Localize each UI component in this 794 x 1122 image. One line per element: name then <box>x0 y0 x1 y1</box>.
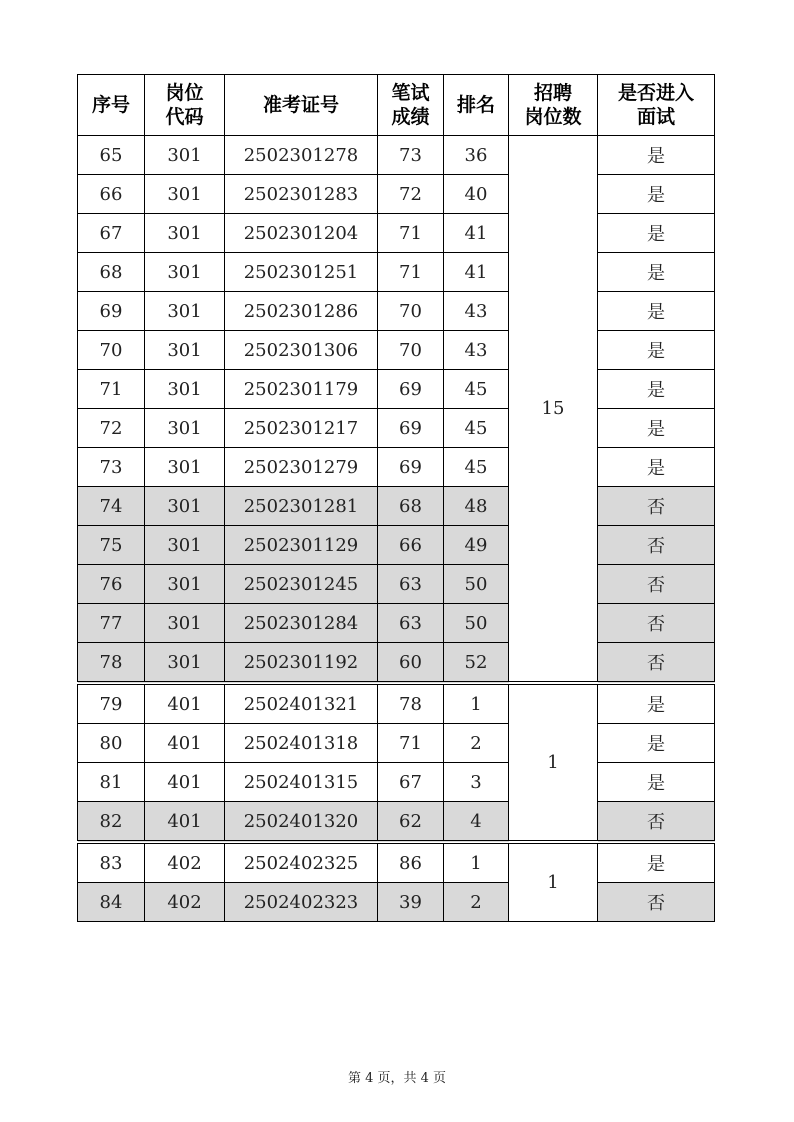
table-row <box>78 526 715 565</box>
header-ticket-no: 准考证号 <box>225 75 378 136</box>
post-code-cell: 402 <box>145 883 225 922</box>
ticket-no-cell: 2502301217 <box>225 409 378 448</box>
table-body <box>78 136 715 922</box>
interview-cell: 是 <box>598 331 715 370</box>
interview-cell: 是 <box>598 842 715 883</box>
rank-cell: 36 <box>444 136 509 175</box>
interview-cell: 是 <box>598 292 715 331</box>
ticket-no-cell: 2502301192 <box>225 643 378 684</box>
seq-cell: 77 <box>78 604 145 643</box>
seq-cell: 78 <box>78 643 145 684</box>
rank-cell: 4 <box>444 802 509 843</box>
interview-cell: 是 <box>598 409 715 448</box>
table-row <box>78 292 715 331</box>
ticket-no-cell: 2502301204 <box>225 214 378 253</box>
post-code-cell: 301 <box>145 175 225 214</box>
score-cell: 72 <box>378 175 444 214</box>
table-row <box>78 331 715 370</box>
post-code-cell: 401 <box>145 763 225 802</box>
ticket-no-cell: 2502301279 <box>225 448 378 487</box>
post-code-cell: 301 <box>145 136 225 175</box>
ticket-no-cell: 2502301284 <box>225 604 378 643</box>
score-cell: 73 <box>378 136 444 175</box>
score-cell: 39 <box>378 883 444 922</box>
results-table <box>77 74 715 922</box>
table-row <box>78 604 715 643</box>
seq-cell: 80 <box>78 724 145 763</box>
post-code-cell: 301 <box>145 214 225 253</box>
post-code-cell: 401 <box>145 724 225 763</box>
ticket-no-cell: 2502402325 <box>225 842 378 883</box>
rank-cell: 41 <box>444 214 509 253</box>
rank-cell: 49 <box>444 526 509 565</box>
rank-cell: 2 <box>444 724 509 763</box>
table-row <box>78 253 715 292</box>
interview-cell: 是 <box>598 253 715 292</box>
seq-cell: 72 <box>78 409 145 448</box>
score-cell: 69 <box>378 448 444 487</box>
table-row <box>78 643 715 684</box>
ticket-no-cell: 2502401315 <box>225 763 378 802</box>
score-cell: 68 <box>378 487 444 526</box>
quota-cell: 1 <box>509 842 598 922</box>
score-cell: 69 <box>378 370 444 409</box>
interview-cell: 是 <box>598 175 715 214</box>
score-cell: 86 <box>378 842 444 883</box>
ticket-no-cell: 2502301281 <box>225 487 378 526</box>
score-cell: 70 <box>378 292 444 331</box>
table-row <box>78 409 715 448</box>
rank-cell: 40 <box>444 175 509 214</box>
interview-cell: 是 <box>598 370 715 409</box>
table-row <box>78 448 715 487</box>
ticket-no-cell: 2502401320 <box>225 802 378 843</box>
table-row <box>78 802 715 843</box>
rank-cell: 1 <box>444 683 509 724</box>
ticket-no-cell: 2502401321 <box>225 683 378 724</box>
table-row <box>78 683 715 724</box>
score-cell: 60 <box>378 643 444 684</box>
table-row <box>78 763 715 802</box>
table-row <box>78 842 715 883</box>
seq-cell: 73 <box>78 448 145 487</box>
seq-cell: 81 <box>78 763 145 802</box>
table-row <box>78 883 715 922</box>
header-score: 笔试 成绩 <box>378 75 444 136</box>
rank-cell: 43 <box>444 292 509 331</box>
ticket-no-cell: 2502301129 <box>225 526 378 565</box>
post-code-cell: 401 <box>145 683 225 724</box>
score-cell: 71 <box>378 253 444 292</box>
post-code-cell: 301 <box>145 409 225 448</box>
ticket-no-cell: 2502301286 <box>225 292 378 331</box>
post-code-cell: 402 <box>145 842 225 883</box>
header-seq: 序号 <box>78 75 145 136</box>
ticket-no-cell: 2502301179 <box>225 370 378 409</box>
score-cell: 62 <box>378 802 444 843</box>
rank-cell: 48 <box>444 487 509 526</box>
interview-cell: 是 <box>598 683 715 724</box>
interview-cell: 否 <box>598 802 715 843</box>
table-row <box>78 370 715 409</box>
post-code-cell: 301 <box>145 643 225 684</box>
interview-cell: 是 <box>598 763 715 802</box>
score-cell: 71 <box>378 724 444 763</box>
seq-cell: 74 <box>78 487 145 526</box>
seq-cell: 83 <box>78 842 145 883</box>
seq-cell: 68 <box>78 253 145 292</box>
rank-cell: 41 <box>444 253 509 292</box>
rank-cell: 45 <box>444 409 509 448</box>
table-row <box>78 175 715 214</box>
interview-cell: 否 <box>598 565 715 604</box>
interview-cell: 否 <box>598 487 715 526</box>
table-row <box>78 487 715 526</box>
score-cell: 66 <box>378 526 444 565</box>
score-cell: 71 <box>378 214 444 253</box>
ticket-no-cell: 2502301245 <box>225 565 378 604</box>
rank-cell: 50 <box>444 565 509 604</box>
seq-cell: 70 <box>78 331 145 370</box>
seq-cell: 67 <box>78 214 145 253</box>
header-post-code: 岗位 代码 <box>145 75 225 136</box>
seq-cell: 79 <box>78 683 145 724</box>
seq-cell: 65 <box>78 136 145 175</box>
post-code-cell: 301 <box>145 604 225 643</box>
page-footer: 第 4 页，共 4 页 <box>347 1071 447 1086</box>
quota-cell: 15 <box>509 136 598 684</box>
interview-cell: 否 <box>598 643 715 684</box>
header-interview: 是否进入 面试 <box>598 75 715 136</box>
post-code-cell: 301 <box>145 526 225 565</box>
post-code-cell: 301 <box>145 487 225 526</box>
score-cell: 70 <box>378 331 444 370</box>
interview-cell: 否 <box>598 526 715 565</box>
interview-cell: 是 <box>598 136 715 175</box>
header-rank: 排名 <box>444 75 509 136</box>
header-row <box>78 75 715 136</box>
rank-cell: 52 <box>444 643 509 684</box>
ticket-no-cell: 2502301251 <box>225 253 378 292</box>
score-cell: 67 <box>378 763 444 802</box>
post-code-cell: 301 <box>145 565 225 604</box>
rank-cell: 45 <box>444 370 509 409</box>
rank-cell: 2 <box>444 883 509 922</box>
interview-cell: 否 <box>598 883 715 922</box>
quota-cell: 1 <box>509 683 598 842</box>
table-row <box>78 214 715 253</box>
score-cell: 69 <box>378 409 444 448</box>
seq-cell: 69 <box>78 292 145 331</box>
rank-cell: 43 <box>444 331 509 370</box>
ticket-no-cell: 2502402323 <box>225 883 378 922</box>
score-cell: 78 <box>378 683 444 724</box>
post-code-cell: 301 <box>145 448 225 487</box>
seq-cell: 84 <box>78 883 145 922</box>
ticket-no-cell: 2502301306 <box>225 331 378 370</box>
seq-cell: 71 <box>78 370 145 409</box>
rank-cell: 1 <box>444 842 509 883</box>
ticket-no-cell: 2502301283 <box>225 175 378 214</box>
seq-cell: 75 <box>78 526 145 565</box>
rank-cell: 45 <box>444 448 509 487</box>
post-code-cell: 301 <box>145 292 225 331</box>
rank-cell: 50 <box>444 604 509 643</box>
table-row <box>78 136 715 175</box>
interview-cell: 否 <box>598 604 715 643</box>
score-cell: 63 <box>378 604 444 643</box>
ticket-no-cell: 2502301278 <box>225 136 378 175</box>
table-row <box>78 724 715 763</box>
rank-cell: 3 <box>444 763 509 802</box>
table-row <box>78 565 715 604</box>
post-code-cell: 401 <box>145 802 225 843</box>
score-cell: 63 <box>378 565 444 604</box>
seq-cell: 82 <box>78 802 145 843</box>
ticket-no-cell: 2502401318 <box>225 724 378 763</box>
interview-cell: 是 <box>598 724 715 763</box>
interview-cell: 是 <box>598 448 715 487</box>
post-code-cell: 301 <box>145 253 225 292</box>
post-code-cell: 301 <box>145 370 225 409</box>
seq-cell: 76 <box>78 565 145 604</box>
seq-cell: 66 <box>78 175 145 214</box>
interview-cell: 是 <box>598 214 715 253</box>
post-code-cell: 301 <box>145 331 225 370</box>
header-quota: 招聘 岗位数 <box>509 75 598 136</box>
